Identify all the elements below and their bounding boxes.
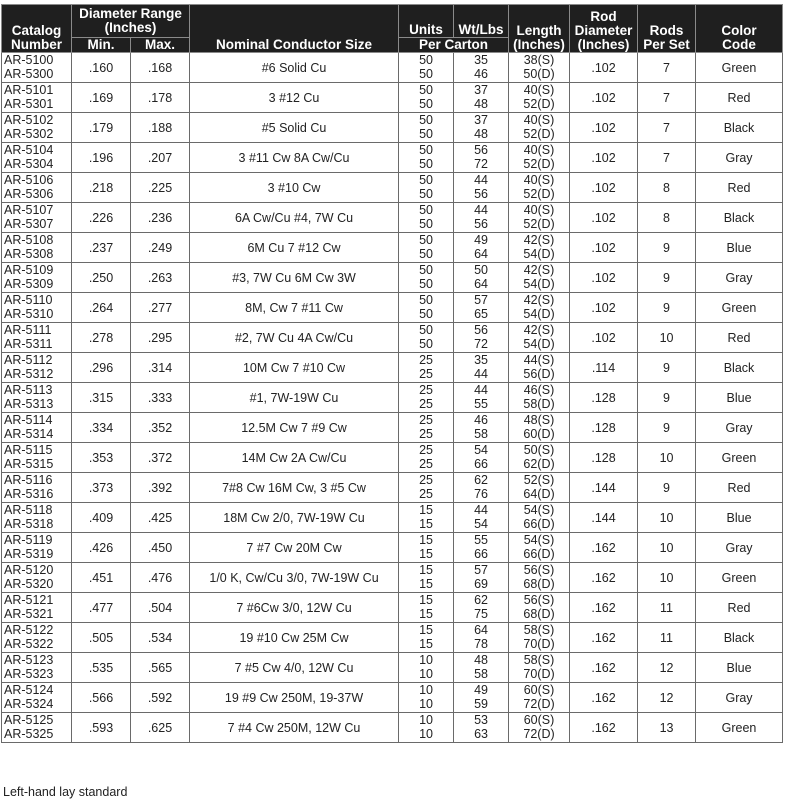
header-units: Units <box>399 5 454 38</box>
diameter-min-cell: .373 <box>72 473 131 503</box>
table-row <box>2 413 783 443</box>
catalog-number-cell: AR-5116 AR-5316 <box>2 473 72 503</box>
diameter-min-cell: .218 <box>72 173 131 203</box>
rods-per-set-cell: 10 <box>638 533 696 563</box>
rods-per-set-cell: 9 <box>638 383 696 413</box>
diameter-min-cell: .264 <box>72 293 131 323</box>
diameter-min-cell: .296 <box>72 353 131 383</box>
catalog-number-cell: AR-5123 AR-5323 <box>2 653 72 683</box>
catalog-number-cell: AR-5125 AR-5325 <box>2 713 72 743</box>
length-cell: 42(S) 54(D) <box>509 293 570 323</box>
weight-cell: 44 54 <box>454 503 509 533</box>
color-code-cell: Blue <box>696 233 783 263</box>
header-per-carton: Per Carton <box>399 38 509 53</box>
conductor-size-cell: 8M, Cw 7 #11 Cw <box>190 293 399 323</box>
color-code-cell: Blue <box>696 383 783 413</box>
diameter-max-cell: .207 <box>131 143 190 173</box>
units-cell: 50 50 <box>399 113 454 143</box>
header-nominal-conductor-size: Nominal Conductor Size <box>190 5 399 53</box>
catalog-number-cell: AR-5110 AR-5310 <box>2 293 72 323</box>
rods-per-set-cell: 12 <box>638 653 696 683</box>
table-row <box>2 203 783 233</box>
rod-diameter-cell: .128 <box>570 383 638 413</box>
units-cell: 50 50 <box>399 143 454 173</box>
color-code-cell: Black <box>696 353 783 383</box>
diameter-max-cell: .372 <box>131 443 190 473</box>
rod-diameter-cell: .162 <box>570 683 638 713</box>
diameter-max-cell: .476 <box>131 563 190 593</box>
rod-diameter-cell: .162 <box>570 653 638 683</box>
header-rod-diameter: Rod Diameter (Inches) <box>570 5 638 53</box>
conductor-size-cell: 12.5M Cw 7 #9 Cw <box>190 413 399 443</box>
length-cell: 40(S) 52(D) <box>509 203 570 233</box>
catalog-number-cell: AR-5107 AR-5307 <box>2 203 72 233</box>
rod-diameter-cell: .162 <box>570 713 638 743</box>
length-cell: 38(S) 50(D) <box>509 53 570 83</box>
color-code-cell: Blue <box>696 653 783 683</box>
rods-per-set-cell: 10 <box>638 563 696 593</box>
table-row <box>2 293 783 323</box>
conductor-size-cell: 19 #9 Cw 250M, 19-37W <box>190 683 399 713</box>
diameter-max-cell: .178 <box>131 83 190 113</box>
length-cell: 40(S) 52(D) <box>509 143 570 173</box>
catalog-number-cell: AR-5106 AR-5306 <box>2 173 72 203</box>
color-code-cell: Green <box>696 713 783 743</box>
rod-diameter-cell: .102 <box>570 233 638 263</box>
rod-diameter-cell: .102 <box>570 323 638 353</box>
conductor-size-cell: 14M Cw 2A Cw/Cu <box>190 443 399 473</box>
weight-cell: 49 59 <box>454 683 509 713</box>
color-code-cell: Green <box>696 53 783 83</box>
units-cell: 50 50 <box>399 263 454 293</box>
conductor-size-cell: 18M Cw 2/0, 7W-19W Cu <box>190 503 399 533</box>
table-row <box>2 473 783 503</box>
table-row <box>2 653 783 683</box>
color-code-cell: Gray <box>696 533 783 563</box>
length-cell: 58(S) 70(D) <box>509 653 570 683</box>
table-row <box>2 713 783 743</box>
units-cell: 25 25 <box>399 353 454 383</box>
rods-per-set-cell: 8 <box>638 203 696 233</box>
conductor-size-cell: 7 #5 Cw 4/0, 12W Cu <box>190 653 399 683</box>
footnote: Left-hand lay standard <box>3 785 128 799</box>
catalog-number-cell: AR-5113 AR-5313 <box>2 383 72 413</box>
weight-cell: 56 72 <box>454 323 509 353</box>
catalog-number-cell: AR-5101 AR-5301 <box>2 83 72 113</box>
length-cell: 50(S) 62(D) <box>509 443 570 473</box>
diameter-min-cell: .169 <box>72 83 131 113</box>
color-code-cell: Green <box>696 443 783 473</box>
catalog-number-cell: AR-5114 AR-5314 <box>2 413 72 443</box>
units-cell: 25 25 <box>399 383 454 413</box>
header-catalog-number: Catalog Number <box>2 5 72 53</box>
diameter-min-cell: .196 <box>72 143 131 173</box>
rods-per-set-cell: 10 <box>638 323 696 353</box>
catalog-number-cell: AR-5122 AR-5322 <box>2 623 72 653</box>
length-cell: 60(S) 72(D) <box>509 713 570 743</box>
conductor-size-cell: #2, 7W Cu 4A Cw/Cu <box>190 323 399 353</box>
length-cell: 60(S) 72(D) <box>509 683 570 713</box>
diameter-min-cell: .160 <box>72 53 131 83</box>
rods-per-set-cell: 9 <box>638 293 696 323</box>
conductor-size-cell: 7 #4 Cw 250M, 12W Cu <box>190 713 399 743</box>
length-cell: 40(S) 52(D) <box>509 113 570 143</box>
rod-diameter-cell: .162 <box>570 593 638 623</box>
weight-cell: 48 58 <box>454 653 509 683</box>
table-row <box>2 83 783 113</box>
diameter-min-cell: .226 <box>72 203 131 233</box>
length-cell: 40(S) 52(D) <box>509 83 570 113</box>
catalog-number-cell: AR-5120 AR-5320 <box>2 563 72 593</box>
weight-cell: 55 66 <box>454 533 509 563</box>
catalog-number-cell: AR-5119 AR-5319 <box>2 533 72 563</box>
rods-per-set-cell: 7 <box>638 113 696 143</box>
units-cell: 50 50 <box>399 173 454 203</box>
conductor-size-cell: 1/0 K, Cw/Cu 3/0, 7W-19W Cu <box>190 563 399 593</box>
rod-diameter-cell: .144 <box>570 503 638 533</box>
catalog-number-cell: AR-5115 AR-5315 <box>2 443 72 473</box>
table-row <box>2 563 783 593</box>
conductor-size-cell: 3 #11 Cw 8A Cw/Cu <box>190 143 399 173</box>
rod-diameter-cell: .102 <box>570 83 638 113</box>
color-code-cell: Red <box>696 83 783 113</box>
weight-cell: 57 69 <box>454 563 509 593</box>
color-code-cell: Red <box>696 593 783 623</box>
color-code-cell: Black <box>696 113 783 143</box>
color-code-cell: Black <box>696 203 783 233</box>
table-row <box>2 593 783 623</box>
catalog-number-cell: AR-5111 AR-5311 <box>2 323 72 353</box>
conductor-size-cell: #5 Solid Cu <box>190 113 399 143</box>
diameter-max-cell: .352 <box>131 413 190 443</box>
catalog-number-cell: AR-5104 AR-5304 <box>2 143 72 173</box>
rods-per-set-cell: 11 <box>638 593 696 623</box>
units-cell: 10 10 <box>399 713 454 743</box>
rod-diameter-cell: .102 <box>570 53 638 83</box>
diameter-min-cell: .593 <box>72 713 131 743</box>
weight-cell: 53 63 <box>454 713 509 743</box>
rod-diameter-cell: .162 <box>570 623 638 653</box>
rods-per-set-cell: 8 <box>638 173 696 203</box>
diameter-min-cell: .250 <box>72 263 131 293</box>
catalog-number-cell: AR-5100 AR-5300 <box>2 53 72 83</box>
catalog-number-cell: AR-5112 AR-5312 <box>2 353 72 383</box>
catalog-number-cell: AR-5108 AR-5308 <box>2 233 72 263</box>
weight-cell: 64 78 <box>454 623 509 653</box>
length-cell: 54(S) 66(D) <box>509 503 570 533</box>
diameter-min-cell: .315 <box>72 383 131 413</box>
weight-cell: 35 44 <box>454 353 509 383</box>
catalog-number-cell: AR-5102 AR-5302 <box>2 113 72 143</box>
header-diameter-range: Diameter Range (Inches) <box>72 5 190 38</box>
rod-diameter-cell: .102 <box>570 113 638 143</box>
length-cell: 46(S) 58(D) <box>509 383 570 413</box>
rods-per-set-cell: 7 <box>638 143 696 173</box>
units-cell: 25 25 <box>399 443 454 473</box>
header-color-code: Color Code <box>696 5 783 53</box>
header-max: Max. <box>131 38 190 53</box>
units-cell: 10 10 <box>399 653 454 683</box>
rod-diameter-cell: .162 <box>570 533 638 563</box>
catalog-number-cell: AR-5124 AR-5324 <box>2 683 72 713</box>
weight-cell: 50 64 <box>454 263 509 293</box>
table-row <box>2 143 783 173</box>
weight-cell: 62 75 <box>454 593 509 623</box>
diameter-min-cell: .334 <box>72 413 131 443</box>
units-cell: 10 10 <box>399 683 454 713</box>
length-cell: 56(S) 68(D) <box>509 563 570 593</box>
diameter-max-cell: .425 <box>131 503 190 533</box>
table-row <box>2 443 783 473</box>
conductor-size-cell: 10M Cw 7 #10 Cw <box>190 353 399 383</box>
catalog-number-cell: AR-5109 AR-5309 <box>2 263 72 293</box>
rod-diameter-cell: .128 <box>570 413 638 443</box>
conductor-size-cell: 3 #10 Cw <box>190 173 399 203</box>
rods-per-set-cell: 12 <box>638 683 696 713</box>
color-code-cell: Red <box>696 323 783 353</box>
units-cell: 25 25 <box>399 413 454 443</box>
units-cell: 50 50 <box>399 203 454 233</box>
table-row <box>2 623 783 653</box>
rods-per-set-cell: 9 <box>638 473 696 503</box>
conductor-size-cell: 7 #7 Cw 20M Cw <box>190 533 399 563</box>
conductor-size-cell: #6 Solid Cu <box>190 53 399 83</box>
spec-table <box>1 4 783 743</box>
diameter-max-cell: .225 <box>131 173 190 203</box>
color-code-cell: Green <box>696 563 783 593</box>
units-cell: 15 15 <box>399 593 454 623</box>
units-cell: 50 50 <box>399 323 454 353</box>
diameter-min-cell: .237 <box>72 233 131 263</box>
diameter-max-cell: .295 <box>131 323 190 353</box>
diameter-max-cell: .333 <box>131 383 190 413</box>
length-cell: 58(S) 70(D) <box>509 623 570 653</box>
conductor-size-cell: #3, 7W Cu 6M Cw 3W <box>190 263 399 293</box>
header-length: Length (Inches) <box>509 5 570 53</box>
rod-diameter-cell: .102 <box>570 143 638 173</box>
rods-per-set-cell: 9 <box>638 413 696 443</box>
diameter-max-cell: .534 <box>131 623 190 653</box>
conductor-size-cell: 6M Cu 7 #12 Cw <box>190 233 399 263</box>
weight-cell: 54 66 <box>454 443 509 473</box>
units-cell: 50 50 <box>399 293 454 323</box>
weight-cell: 46 58 <box>454 413 509 443</box>
table-row <box>2 113 783 143</box>
color-code-cell: Red <box>696 173 783 203</box>
diameter-max-cell: .168 <box>131 53 190 83</box>
rod-diameter-cell: .144 <box>570 473 638 503</box>
weight-cell: 37 48 <box>454 83 509 113</box>
diameter-max-cell: .236 <box>131 203 190 233</box>
length-cell: 52(S) 64(D) <box>509 473 570 503</box>
units-cell: 15 15 <box>399 563 454 593</box>
catalog-number-cell: AR-5118 AR-5318 <box>2 503 72 533</box>
table-row <box>2 383 783 413</box>
length-cell: 42(S) 54(D) <box>509 233 570 263</box>
rod-diameter-cell: .102 <box>570 293 638 323</box>
length-cell: 42(S) 54(D) <box>509 263 570 293</box>
diameter-max-cell: .592 <box>131 683 190 713</box>
conductor-size-cell: 19 #10 Cw 25M Cw <box>190 623 399 653</box>
color-code-cell: Gray <box>696 143 783 173</box>
length-cell: 48(S) 60(D) <box>509 413 570 443</box>
diameter-max-cell: .625 <box>131 713 190 743</box>
units-cell: 50 50 <box>399 53 454 83</box>
header-min: Min. <box>72 38 131 53</box>
conductor-size-cell: 7#8 Cw 16M Cw, 3 #5 Cw <box>190 473 399 503</box>
rods-per-set-cell: 10 <box>638 443 696 473</box>
diameter-min-cell: .426 <box>72 533 131 563</box>
units-cell: 15 15 <box>399 503 454 533</box>
weight-cell: 57 65 <box>454 293 509 323</box>
diameter-max-cell: .249 <box>131 233 190 263</box>
rod-diameter-cell: .102 <box>570 173 638 203</box>
color-code-cell: Red <box>696 473 783 503</box>
diameter-max-cell: .277 <box>131 293 190 323</box>
length-cell: 56(S) 68(D) <box>509 593 570 623</box>
diameter-max-cell: .565 <box>131 653 190 683</box>
color-code-cell: Gray <box>696 683 783 713</box>
weight-cell: 44 55 <box>454 383 509 413</box>
color-code-cell: Green <box>696 293 783 323</box>
header-rods-per-set: Rods Per Set <box>638 5 696 53</box>
rods-per-set-cell: 9 <box>638 233 696 263</box>
length-cell: 54(S) 66(D) <box>509 533 570 563</box>
diameter-max-cell: .392 <box>131 473 190 503</box>
diameter-min-cell: .353 <box>72 443 131 473</box>
diameter-max-cell: .263 <box>131 263 190 293</box>
diameter-min-cell: .505 <box>72 623 131 653</box>
rods-per-set-cell: 9 <box>638 263 696 293</box>
rod-diameter-cell: .128 <box>570 443 638 473</box>
table-row <box>2 683 783 713</box>
table-row <box>2 53 783 83</box>
rod-diameter-cell: .102 <box>570 203 638 233</box>
table-row <box>2 533 783 563</box>
rods-per-set-cell: 9 <box>638 353 696 383</box>
units-cell: 15 15 <box>399 623 454 653</box>
conductor-size-cell: #1, 7W-19W Cu <box>190 383 399 413</box>
rods-per-set-cell: 7 <box>638 83 696 113</box>
rods-per-set-cell: 13 <box>638 713 696 743</box>
table-row <box>2 323 783 353</box>
diameter-max-cell: .450 <box>131 533 190 563</box>
weight-cell: 56 72 <box>454 143 509 173</box>
diameter-max-cell: .504 <box>131 593 190 623</box>
units-cell: 15 15 <box>399 533 454 563</box>
units-cell: 25 25 <box>399 473 454 503</box>
conductor-size-cell: 7 #6Cw 3/0, 12W Cu <box>190 593 399 623</box>
weight-cell: 37 48 <box>454 113 509 143</box>
table-row <box>2 353 783 383</box>
table-row <box>2 233 783 263</box>
units-cell: 50 50 <box>399 233 454 263</box>
rods-per-set-cell: 7 <box>638 53 696 83</box>
weight-cell: 49 64 <box>454 233 509 263</box>
diameter-min-cell: .451 <box>72 563 131 593</box>
catalog-number-cell: AR-5121 AR-5321 <box>2 593 72 623</box>
diameter-min-cell: .535 <box>72 653 131 683</box>
diameter-max-cell: .188 <box>131 113 190 143</box>
rods-per-set-cell: 11 <box>638 623 696 653</box>
table-row <box>2 173 783 203</box>
weight-cell: 62 76 <box>454 473 509 503</box>
table-row <box>2 263 783 293</box>
diameter-min-cell: .409 <box>72 503 131 533</box>
conductor-size-cell: 6A Cw/Cu #4, 7W Cu <box>190 203 399 233</box>
rod-diameter-cell: .114 <box>570 353 638 383</box>
rods-per-set-cell: 10 <box>638 503 696 533</box>
diameter-max-cell: .314 <box>131 353 190 383</box>
color-code-cell: Gray <box>696 413 783 443</box>
length-cell: 42(S) 54(D) <box>509 323 570 353</box>
rod-diameter-cell: .162 <box>570 563 638 593</box>
length-cell: 40(S) 52(D) <box>509 173 570 203</box>
diameter-min-cell: .477 <box>72 593 131 623</box>
weight-cell: 44 56 <box>454 173 509 203</box>
weight-cell: 35 46 <box>454 53 509 83</box>
header-wt-lbs: Wt/Lbs <box>454 5 509 38</box>
rod-diameter-cell: .102 <box>570 263 638 293</box>
diameter-min-cell: .278 <box>72 323 131 353</box>
conductor-size-cell: 3 #12 Cu <box>190 83 399 113</box>
length-cell: 44(S) 56(D) <box>509 353 570 383</box>
units-cell: 50 50 <box>399 83 454 113</box>
diameter-min-cell: .566 <box>72 683 131 713</box>
table-row <box>2 503 783 533</box>
color-code-cell: Blue <box>696 503 783 533</box>
diameter-min-cell: .179 <box>72 113 131 143</box>
color-code-cell: Gray <box>696 263 783 293</box>
color-code-cell: Black <box>696 623 783 653</box>
weight-cell: 44 56 <box>454 203 509 233</box>
